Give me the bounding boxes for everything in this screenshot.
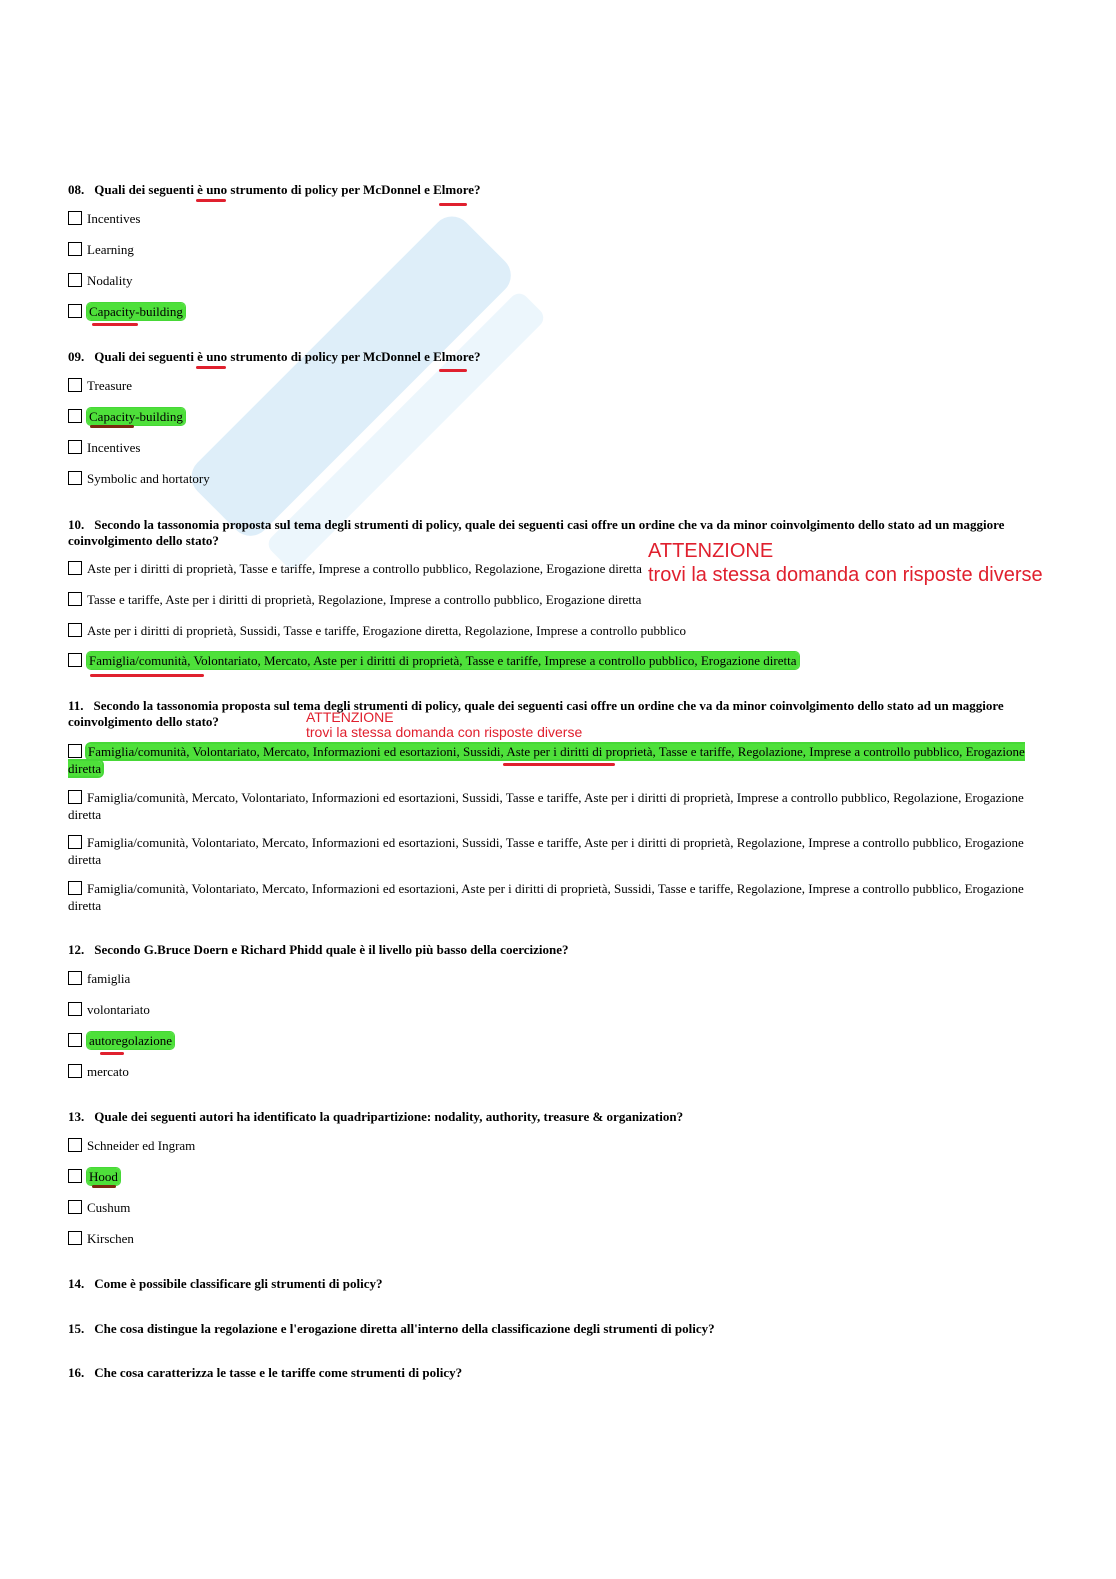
underline-mark xyxy=(439,369,467,372)
option-12-a[interactable] xyxy=(68,970,1030,987)
option-label-highlighted: Famiglia/comunità, Volontariato, Mercato, Aste per i diritti di proprietà, Tasse e tariffe, Imprese a controllo pubblico, Erogazione diretta xyxy=(89,653,797,668)
option-label: Kirschen xyxy=(87,1231,134,1246)
option-label: Famiglia/comunità, Volontariato, Mercato, Informazioni ed esortazioni, Sussidi, Tasse e tariffe, Aste per i diritti di proprietà, Regolazione, Imprese a controllo pubblico, Erogazione diretta xyxy=(68,835,1024,867)
checkbox[interactable] xyxy=(68,1169,82,1183)
checkbox[interactable] xyxy=(68,378,82,392)
option-label-highlighted: Capacity-building xyxy=(89,304,183,319)
option-label: volontariato xyxy=(87,1002,150,1017)
option-13-b[interactable] xyxy=(68,1168,1030,1185)
option-09-c[interactable] xyxy=(68,439,1030,456)
option-10-b[interactable] xyxy=(68,591,1030,608)
checkbox[interactable] xyxy=(68,273,82,287)
question-number: 14. xyxy=(68,1276,85,1291)
question-number: 09. xyxy=(68,349,85,364)
question-text: Che cosa distingue la regolazione e l'erogazione diretta all'interno della classificazione degli strumenti di policy? xyxy=(94,1321,715,1336)
question-number: 08. xyxy=(68,182,85,197)
attention-note-title: ATTENZIONE xyxy=(648,540,774,562)
option-13-d[interactable] xyxy=(68,1230,1030,1247)
question-text: Che cosa caratterizza le tasse e le tariffe come strumenti di policy? xyxy=(94,1365,463,1380)
checkbox[interactable] xyxy=(68,440,82,454)
question-text: Come è possibile classificare gli strumenti di policy? xyxy=(94,1276,383,1291)
attention-note-title: ATTENZIONE xyxy=(306,709,394,725)
option-13-c[interactable] xyxy=(68,1199,1030,1216)
underline-mark xyxy=(196,199,226,202)
option-09-b[interactable] xyxy=(68,408,1030,425)
checkbox[interactable] xyxy=(68,971,82,985)
question-08 xyxy=(68,182,1028,198)
question-09 xyxy=(68,349,1028,365)
option-12-d[interactable] xyxy=(68,1063,1030,1080)
option-label: Nodality xyxy=(87,273,133,288)
option-09-a[interactable] xyxy=(68,377,1030,394)
checkbox[interactable] xyxy=(68,1138,82,1152)
question-15 xyxy=(68,1321,1028,1337)
option-label-highlighted: Capacity-building xyxy=(89,409,183,424)
checkbox[interactable] xyxy=(68,1002,82,1016)
question-number: 11. xyxy=(68,698,84,713)
underline-mark xyxy=(196,366,226,369)
checkbox[interactable] xyxy=(68,409,82,423)
checkbox[interactable] xyxy=(68,1064,82,1078)
checkbox[interactable] xyxy=(68,1231,82,1245)
option-08-c[interactable] xyxy=(68,272,1030,289)
option-label: Learning xyxy=(87,242,134,257)
question-number: 10. xyxy=(68,517,85,532)
option-10-c[interactable] xyxy=(68,622,1030,639)
option-label: mercato xyxy=(87,1064,129,1079)
option-13-a[interactable] xyxy=(68,1137,1030,1154)
checkbox[interactable] xyxy=(68,1033,82,1047)
checkbox[interactable] xyxy=(68,304,82,318)
option-label: Aste per i diritti di proprietà, Tasse e tariffe, Imprese a controllo pubblico, Regolazione, Erogazione diretta xyxy=(87,561,642,576)
option-11-a[interactable] xyxy=(68,743,1030,777)
option-label-highlighted: autoregolazione xyxy=(89,1033,173,1048)
question-16 xyxy=(68,1365,1028,1381)
checkbox[interactable] xyxy=(68,653,82,667)
underline-mark xyxy=(90,674,204,677)
question-10 xyxy=(68,517,1028,549)
option-08-a[interactable] xyxy=(68,210,1030,227)
checkbox[interactable] xyxy=(68,561,82,575)
attention-note-body: trovi la stessa domanda con risposte diverse xyxy=(648,564,1043,586)
underline-mark xyxy=(100,1052,124,1055)
question-number: 13. xyxy=(68,1109,85,1124)
option-12-b[interactable] xyxy=(68,1001,1030,1018)
question-number: 15. xyxy=(68,1321,85,1336)
underline-mark xyxy=(92,1185,116,1188)
checkbox[interactable] xyxy=(68,242,82,256)
option-label-highlighted: Hood xyxy=(89,1169,118,1184)
checkbox[interactable] xyxy=(68,881,82,895)
checkbox[interactable] xyxy=(68,623,82,637)
option-10-d[interactable] xyxy=(68,652,1030,669)
checkbox[interactable] xyxy=(68,471,82,485)
option-label: Famiglia/comunità, Mercato, Volontariato, Informazioni ed esortazioni, Sussidi, Tasse e tariffe, Aste per i diritti di proprietà, Imprese a controllo pubblico, Regolazione, Erogazione diretta xyxy=(68,790,1024,822)
option-label: Treasure xyxy=(87,378,133,393)
question-number: 16. xyxy=(68,1365,85,1380)
question-12 xyxy=(68,942,1028,958)
option-label-highlighted: Famiglia/comunità, Volontariato, Mercato, Informazioni ed esortazioni, Sussidi, Aste per i diritti di proprietà, Tasse e tariffe, Regolazione, Imprese a controllo pubblico, Erogazione diretta xyxy=(68,744,1025,776)
option-label: famiglia xyxy=(87,971,131,986)
option-label: Cushum xyxy=(87,1200,131,1215)
underline-mark xyxy=(90,425,134,428)
question-text: Secondo la tassonomia proposta sul tema degli strumenti di policy, quale dei seguenti casi offre un ordine che va da minor coinvolgimento dello stato ad un maggiore coinvolgimento dello stato? xyxy=(68,698,1004,729)
option-11-b[interactable] xyxy=(68,789,1030,823)
option-11-c[interactable] xyxy=(68,834,1030,868)
option-08-b[interactable] xyxy=(68,241,1030,258)
checkbox[interactable] xyxy=(68,790,82,804)
checkbox[interactable] xyxy=(68,1200,82,1214)
option-08-d[interactable] xyxy=(68,303,1030,320)
underline-mark xyxy=(92,323,138,326)
checkbox[interactable] xyxy=(68,211,82,225)
option-label: Tasse e tariffe, Aste per i diritti di proprietà, Regolazione, Imprese a controllo pubblico, Erogazione diretta xyxy=(87,592,642,607)
option-11-d[interactable] xyxy=(68,880,1030,914)
underline-mark xyxy=(503,763,615,766)
checkbox[interactable] xyxy=(68,592,82,606)
question-text: Quale dei seguenti autori ha identificato la quadripartizione: nodality, authority, treasure & organization? xyxy=(94,1109,684,1124)
question-text: Quali dei seguenti è uno strumento di policy per McDonnel e Elmore? xyxy=(94,349,481,364)
option-label: Famiglia/comunità, Volontariato, Mercato, Informazioni ed esortazioni, Aste per i diritti di proprietà, Sussidi, Tasse e tariffe, Regolazione, Imprese a controllo pubblico, Erogazione diretta xyxy=(68,881,1024,913)
question-text: Quali dei seguenti è uno strumento di policy per McDonnel e Elmore? xyxy=(94,182,481,197)
checkbox[interactable] xyxy=(68,835,82,849)
underline-mark xyxy=(439,203,467,206)
attention-note-body: trovi la stessa domanda con risposte diverse xyxy=(306,724,583,740)
question-text: Secondo la tassonomia proposta sul tema degli strumenti di policy, quale dei seguenti casi offre un ordine che va da minor coinvolgimento dello stato ad un maggiore coinvolgimento dello stato? xyxy=(68,517,1005,548)
question-number: 12. xyxy=(68,942,85,957)
option-label: Incentives xyxy=(87,440,141,455)
option-10-a[interactable] xyxy=(68,560,688,577)
question-14 xyxy=(68,1276,1028,1292)
option-09-d[interactable] xyxy=(68,470,1030,487)
question-13 xyxy=(68,1109,1028,1125)
option-label: Symbolic and hortatory xyxy=(87,471,210,486)
option-label: Schneider ed Ingram xyxy=(87,1138,196,1153)
option-12-c[interactable] xyxy=(68,1032,1030,1049)
question-text: Secondo G.Bruce Doern e Richard Phidd quale è il livello più basso della coercizione? xyxy=(94,942,569,957)
option-label: Incentives xyxy=(87,211,141,226)
option-label: Aste per i diritti di proprietà, Sussidi, Tasse e tariffe, Erogazione diretta, Regolazione, Imprese a controllo pubblico xyxy=(87,623,686,638)
checkbox[interactable] xyxy=(68,744,82,758)
